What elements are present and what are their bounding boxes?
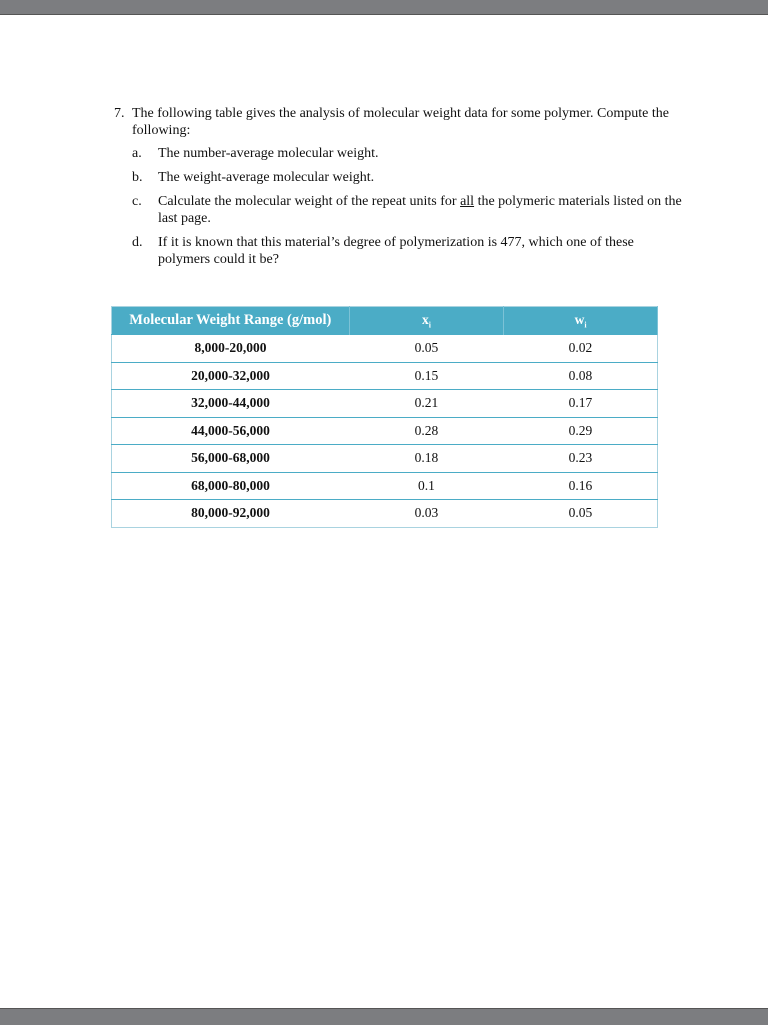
table-row (112, 417, 658, 445)
cell-range: 20,000-32,000 (112, 362, 350, 390)
cell-range: 32,000-44,000 (112, 390, 350, 418)
cell-wi: 0.05 (504, 500, 658, 528)
cell-wi: 0.23 (504, 445, 658, 473)
cell-range: 8,000-20,000 (112, 335, 350, 363)
table-row (112, 362, 658, 390)
cell-xi: 0.28 (349, 417, 504, 445)
question-item (132, 169, 684, 186)
cell-xi: 0.03 (349, 500, 504, 528)
question-item (132, 234, 684, 268)
item-label: b. (132, 170, 143, 185)
cell-xi: 0.18 (349, 445, 504, 473)
question-item (132, 145, 684, 162)
table-row (112, 472, 658, 500)
header-wi: $w_i$ (504, 307, 658, 335)
cell-wi: 0.29 (504, 417, 658, 445)
header-range: Molecular Weight Range (g/mol) (112, 307, 350, 335)
cell-range: 68,000-80,000 (112, 472, 350, 500)
cell-xi: 0.21 (349, 390, 504, 418)
cell-wi: 0.08 (504, 362, 658, 390)
viewer-bottom-bar (0, 1008, 768, 1025)
item-label: c. (132, 194, 142, 209)
cell-wi: 0.17 (504, 390, 658, 418)
table-row (112, 500, 658, 528)
cell-xi: 0.05 (349, 335, 504, 363)
molecular-weight-table (111, 306, 658, 528)
cell-range: 44,000-56,000 (112, 417, 350, 445)
item-text: The weight-average molecular weight. (158, 170, 375, 185)
table-row (112, 445, 658, 473)
item-text-part: Calculate the molecular weight of the repeat units for (158, 194, 461, 209)
table-header-row (112, 307, 658, 335)
question-stem: The following table gives the analysis of molecular weight data for some polymer. Compute the following: (132, 106, 669, 138)
cell-wi: 0.16 (504, 472, 658, 500)
item-text-part: the polymeric materials listed on the last page. (158, 194, 682, 226)
cell-range: 56,000-68,000 (112, 445, 350, 473)
question-7 (114, 105, 684, 275)
question-item (132, 193, 684, 227)
question-number: 7. (114, 106, 125, 121)
table-row (112, 390, 658, 418)
item-text: If it is known that this material’s degree of polymerization is 477, which one of these polymers could it be? (158, 235, 634, 267)
item-text (158, 193, 684, 227)
cell-range: 80,000-92,000 (112, 500, 350, 528)
cell-xi: 0.1 (349, 472, 504, 500)
table-row (112, 335, 658, 363)
cell-xi: 0.15 (349, 362, 504, 390)
viewer-top-bar (0, 0, 768, 15)
header-xi: $x_i$ (349, 307, 504, 335)
item-label: a. (132, 146, 142, 161)
item-label: d. (132, 235, 143, 250)
cell-wi: 0.02 (504, 335, 658, 363)
item-text: The number-average molecular weight. (158, 146, 379, 161)
underlined-word: all (460, 194, 475, 209)
